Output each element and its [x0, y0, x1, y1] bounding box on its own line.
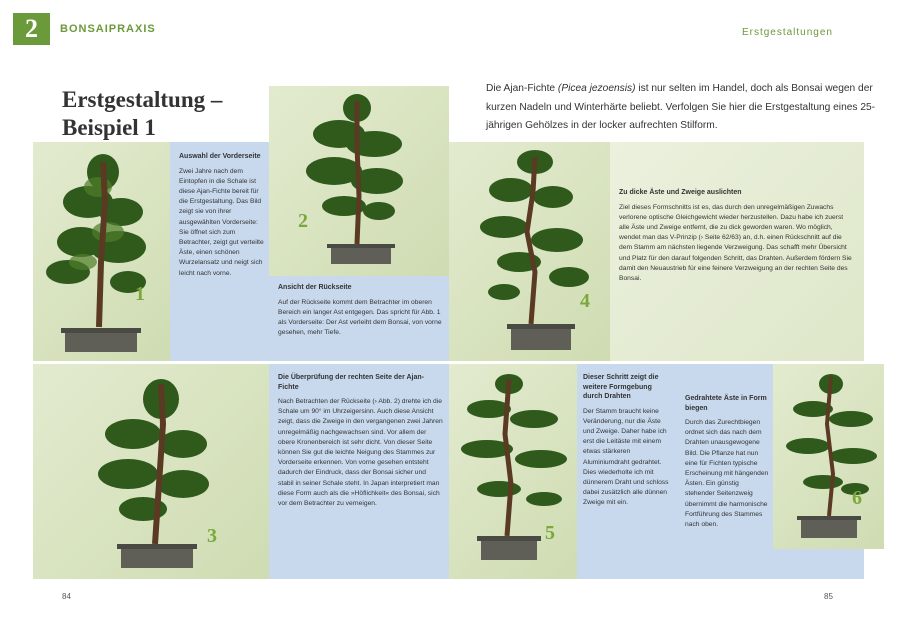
intro-species: (Picea jezoensis)	[557, 83, 636, 94]
section-label: Erstgestaltungen	[741, 27, 833, 38]
photo-number-4: 4	[580, 290, 590, 312]
caption-4	[619, 188, 855, 284]
caption-1-text: Zwei Jahre nach dem Eintopfen in die Schale ist diese Ajan-Fichte bereit für die Erstgestaltung. Das Bild zeigt sie von ihrer ausgewählten Vorderseite: Sie öffnet sich zum Betrachter, zeigt gut verteilte Äste, einen schönen Wurzelansatz und neigt sich leicht nach vorne.	[179, 167, 264, 277]
caption-1-title: Auswahl der Vorderseite	[179, 153, 261, 160]
caption-3-title: Die Überprüfung der rechten Seite der Ajan-Fichte	[278, 374, 424, 391]
caption-4-title: Zu dicke Äste und Zweige auslichten	[619, 189, 742, 196]
photo-number-6: 6	[852, 487, 862, 509]
photo-number-3: 3	[207, 525, 217, 547]
chapter-label: BONSAIPRAXIS	[60, 23, 156, 35]
caption-2-text: Auf der Rückseite kommt dem Betrachter im oberen Bereich ein langer Ast entgegen. Das spricht für Abb. 1 als Vorderseite: Der Ast verleiht dem Bonsai, von vorne gesehen, mehr Tiefe.	[278, 298, 442, 337]
photo-number-5: 5	[545, 522, 555, 544]
photo-number-1: 1	[135, 283, 145, 305]
bonsai-photo-5	[449, 364, 577, 579]
caption-5-text: Der Stamm braucht keine Veränderung, nur die Äste und Zweige. Daher habe ich erst die Leitäste mit einem etwas stärkeren Aluminiumdraht gedrahtet. Dies wiederholte ich mit dünnerem Draht und schloss dabei zusätzlich alle dünnen Zweige mit ein.	[583, 407, 669, 507]
caption-6-title: Gedrahtete Äste in Form biegen	[685, 395, 767, 412]
photo-number-2: 2	[298, 210, 308, 232]
bonsai-photo-2	[269, 86, 449, 276]
bonsai-photo-4	[449, 142, 610, 361]
page-number-left: 84	[62, 592, 71, 601]
chapter-number-box	[13, 13, 50, 45]
caption-6	[685, 394, 770, 530]
page-title: Erstgestaltung – Beispiel 1	[62, 87, 223, 140]
caption-1	[179, 152, 265, 279]
caption-5-title: Dieser Schritt zeigt die weitere Formgebung durch Drahten	[583, 374, 659, 400]
intro-text-2: ist nur selten im Handel, doch als Bonsai wegen der kurzen Nadeln und Winterhärte beliebt. Verfolgen Sie hier die Erstgestaltung eines 25-jährigen Gehölzes in der locker aufrechten Stilform.	[486, 83, 876, 131]
caption-5	[583, 373, 673, 509]
bonsai-photo-1	[33, 142, 170, 361]
intro-paragraph	[486, 80, 876, 136]
bonsai-photo-6	[773, 364, 884, 549]
caption-3-text: Nach Betrachten der Rückseite (› Abb. 2) drehte ich die Schale um 90° im Uhrzeigersinn. Auch diese Ansicht zeigt, dass die Zweige in den vergangenen zwei Jahren unregelmäßig nachgewachsen sind. Vor allem der obere Kronenbereich ist sehr dicht. Von dieser Seite können Sie gut die leichte Neigung des Stammes zur Vorderseite erkennen. Von vorne gesehen entsteht dadurch der Eindruck, dass der Bonsai sicher und stabil in seiner Schale steht. In Japan interpretiert man diese Form auch als die »Höflichkeit« des Bonsai, sich vor dem Betrachter zu verneigen.	[278, 398, 443, 508]
page-number-right: 85	[824, 592, 833, 601]
caption-3	[278, 373, 443, 509]
caption-2	[278, 283, 443, 338]
intro-text-1: Die Ajan-Fichte	[486, 83, 558, 94]
caption-6-text: Durch das Zurechtbiegen ordnet sich das nach dem Drahten unausgewogene Bild. Die Pflanze hat nun eine für Fichten typische Erscheinung mit hängenden Ästen. Ein günstig stehender Seitenzweig übernimmt die harmonische Fortführung des Stammes nach oben.	[685, 419, 769, 529]
caption-4-text: Ziel dieses Formschnitts ist es, das durch den unregelmäßigen Zuwachs verlorene optische Gleichgewicht wieder herzustellen. Dazu habe ich zuerst alle Äste und Zweige entfernt, die zu dick geworden waren. Wo möglich, wendet man das V-Prinzip (› Seite 62/63) an, d.h. einen Rückschnitt auf die dem Stamm am nächsten liegende Verzweigung. Das schafft mehr Übersicht und Platz für den darauf folgenden Schritt, das Drahten. Außerdem fördern Sie damit den Neuaustrieb für eine feinere Verzweigung an der rechten Seite des Bonsai.	[619, 203, 852, 282]
bonsai-photo-3	[33, 364, 269, 579]
chapter-number: 2	[25, 14, 38, 43]
caption-2-title: Ansicht der Rückseite	[278, 284, 352, 291]
